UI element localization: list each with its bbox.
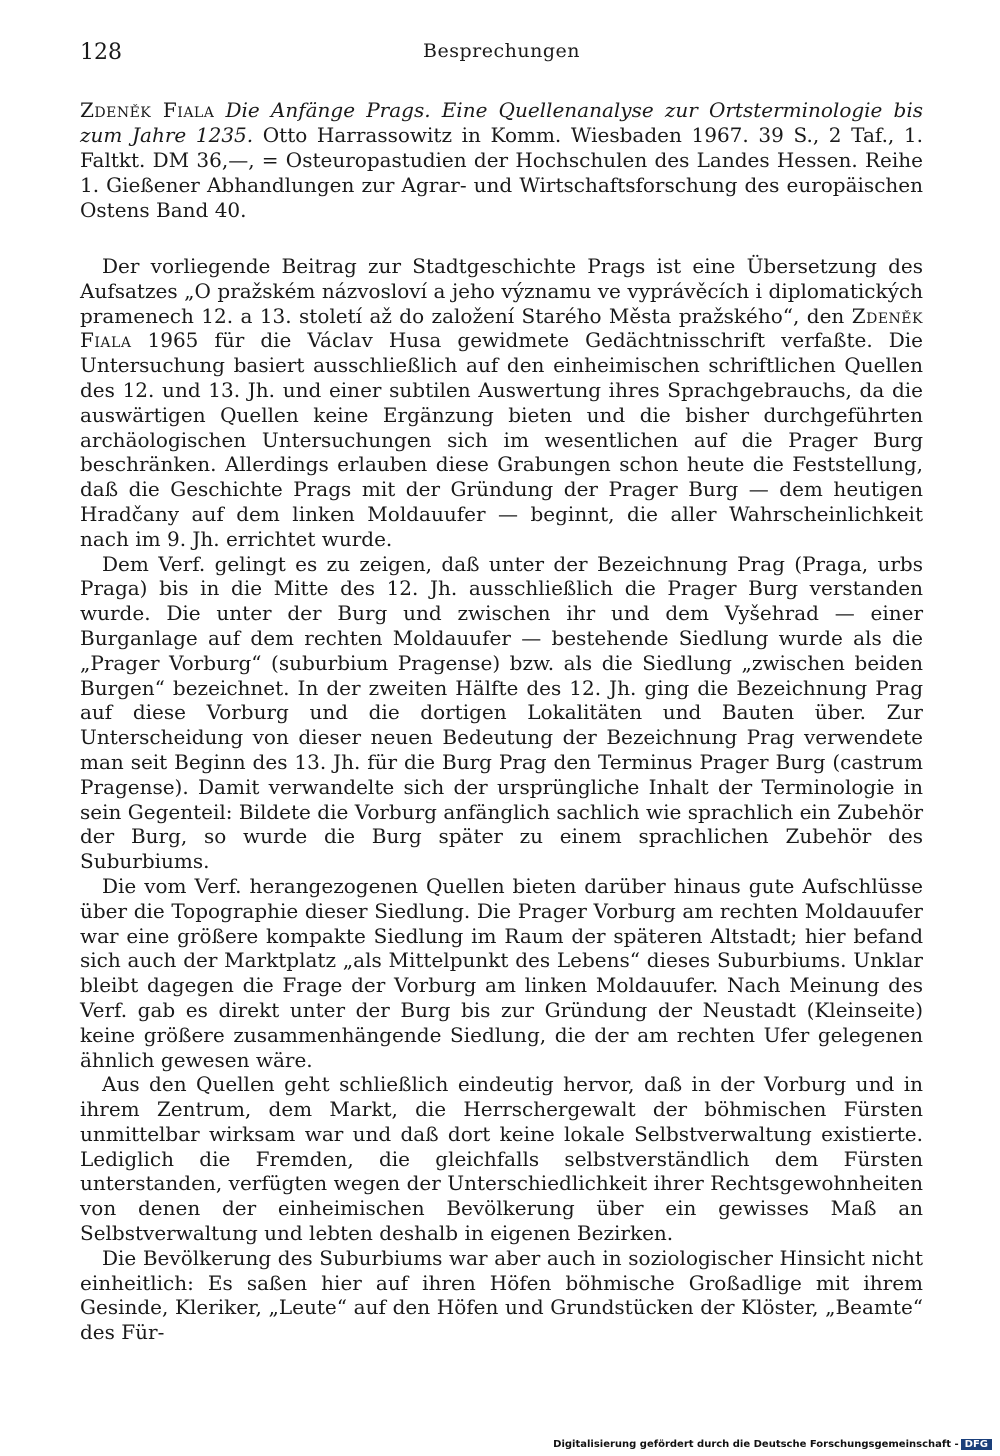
digitization-footer bbox=[553, 1439, 992, 1450]
page-number: 128 bbox=[80, 40, 122, 65]
citation-title: Die Anfänge Prags. Eine Quellenanalyse zur Ortsterminologie bis zum Jahre 1235. bbox=[80, 98, 923, 147]
paragraph-5: Die Bevölkerung des Suburbiums war aber auch in soziologischer Hinsicht nicht einheitlich: Es saßen hier auf ihren Höfen böhmische Großadlige mit ihrem Gesinde, Kleriker, „Leute“ auf den Höfen und Grundstücken der Klöster, „Beamte“ des Für- bbox=[80, 1245, 923, 1345]
paragraph-1-part-a: Der vorliegende Beitrag zur Stadtgeschichte Prags ist eine Übersetzung des Aufsatzes „O pražském názvosloví a jeho významu ve vyprávěcích i diplomatických pramenech 12. a 13. století až do založení Starého Města pražského“, den bbox=[80, 254, 923, 328]
citation-details: Otto Harrassowitz in Komm. Wiesbaden 1967. 39 S., 2 Taf., 1. Faltkt. DM 36,—, = Osteuropastudien der Hochschulen des Landes Hessen. Reihe 1. Gießener Abhandlungen zur Agrar- und Wirtschaftsforschung des europäischen Ostens Band 40. bbox=[80, 123, 923, 222]
paragraph-1 bbox=[80, 254, 923, 552]
citation-author: Zdeněk Fiala bbox=[80, 98, 215, 122]
digitization-text: Digitalisierung gefördert durch die Deutsche Forschungsgemeinschaft - bbox=[553, 1439, 959, 1450]
paragraph-3: Die vom Verf. herangezogenen Quellen bieten darüber hinaus gute Aufschlüsse über die Topographie dieser Siedlung. Die Prager Vorburg am rechten Moldauufer war eine größere kompakte Siedlung im Raum der späteren Altstadt; hier befand sich auch der Marktplatz „als Mittelpunkt des Lebens“ dieses Suburbiums. Unklar bleibt dagegen die Frage der Vorburg am linken Moldauufer. Nach Meinung des Verf. gab es direkt unter der Burg bis zur Gründung der Neustadt (Kleinseite) keine größere zusammenhängende Siedlung, die der am rechten Ufer gelegenen ähnlich gewesen wäre. bbox=[80, 873, 923, 1072]
dfg-logo: DFG bbox=[961, 1439, 992, 1450]
paragraph-4: Aus den Quellen geht schließlich eindeutig hervor, daß in der Vorburg und in ihrem Zentrum, dem Markt, die Herrschergewalt der böhmischen Fürsten unmittelbar wirksam war und daß dort keine lokale Selbstverwaltung existierte. Lediglich die Fremden, die gleichfalls selbstverständlich dem Fürsten unterstanden, verfügten wegen der Unterschiedlichkeit ihrer Rechtsgewohnheiten von denen der einheimischen Bevölkerung über ein gewisses Maß an Selbstverwaltung und lebten deshalb in eigenen Bezirken. bbox=[80, 1072, 923, 1246]
bibliographic-citation bbox=[80, 98, 923, 223]
running-head: Besprechungen bbox=[423, 40, 580, 62]
review-body bbox=[80, 254, 923, 1345]
paragraph-2: Dem Verf. gelingt es zu zeigen, daß unter der Bezeichnung Prag (Praga, urbs Praga) bis in die Mitte des 12. Jh. ausschließlich die Prager Burg verstanden wurde. Die unter der Burg und zwischen ihr und dem Vyšehrad — einer Burganlage auf dem rechten Moldauufer — bestehende Siedlung wurde als die „Prager Vorburg“ (suburbium Pragense) bzw. als die Siedlung „zwischen beiden Burgen“ bezeichnet. In der zweiten Hälfte des 12. Jh. ging die Bezeichnung Prag auf diese Vorburg und die dortigen Lokalitäten und Bauten über. Zur Unterscheidung von dieser neuen Bedeutung der Bezeichnung Prag verwendete man seit Beginn des 13. Jh. für die Burg Prag den Terminus Prager Burg (castrum Pragense). Damit verwandelte sich der ursprüngliche Inhalt der Terminologie in sein Gegenteil: Bildete die Vorburg anfänglich sachlich wie sprachlich ein Zubehör der Burg, so wurde die Burg später zu einem sprachlichen Zubehör des Suburbiums. bbox=[80, 551, 923, 874]
paragraph-1-part-b: 1965 für die Václav Husa gewidmete Gedächtnisschrift verfaßte. Die Untersuchung basiert ausschließlich auf den einheimischen schriftlichen Quellen des 12. und 13. Jh. und einer subtilen Auswertung ihres Sprachgebrauchs, da die auswärtigen Quellen keine Ergänzung bieten und die bisher durchgeführten archäologischen Untersuchungen sich im wesentlichen auf die Prager Burg beschränken. Allerdings erlauben diese Grabungen schon heute die Feststellung, daß die Geschichte Prags mit der Gründung der Prager Burg — dem heutigen Hradčany auf dem linken Moldauufer — beginnt, die aller Wahrscheinlichkeit nach im 9. Jh. errichtet wurde. bbox=[80, 328, 924, 551]
page-header bbox=[80, 40, 923, 72]
author-mention: Zdeněk Fiala bbox=[80, 303, 923, 353]
